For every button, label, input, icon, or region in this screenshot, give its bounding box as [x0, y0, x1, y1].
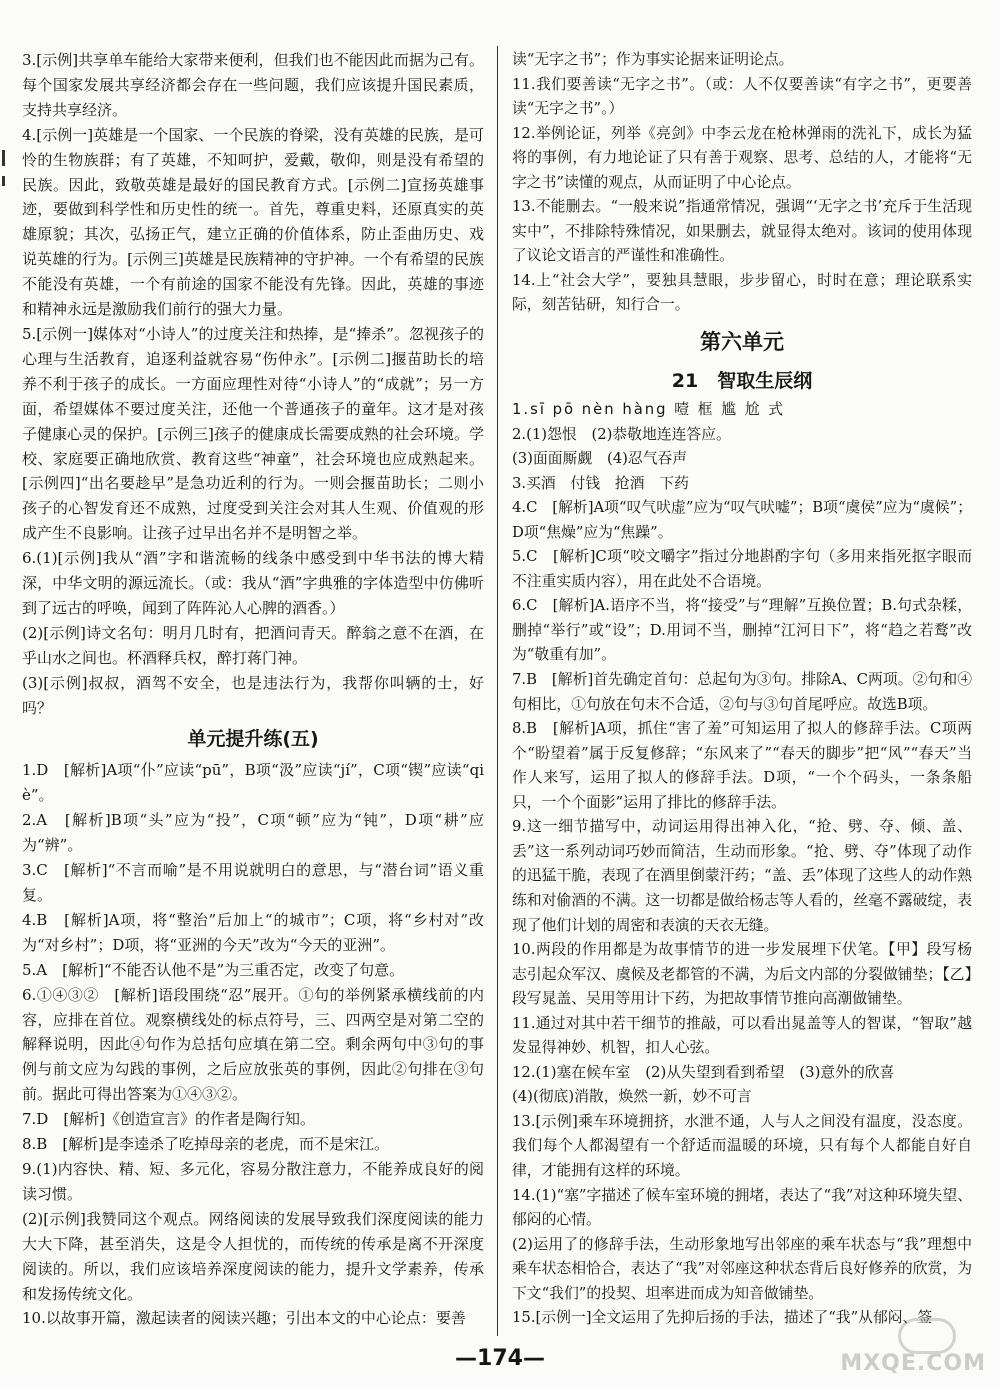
unit-title: 第六单元 — [700, 330, 784, 355]
answer-paragraph: 3.买酒 付钱 抢酒 下药 — [512, 474, 689, 492]
left-column — [22, 48, 484, 1331]
answer-paragraph: 7.B [解析]首先确定首句：总起句为③句。排除A、C两项。②句和④句相比，①句放在句末不合适，②句与③句首尾呼应。故选B项。 — [512, 671, 972, 713]
answer-paragraph: 14.(1)“塞”字描述了候车室环境的拥堵，表达了“我”对这种环境失望、郁闷的心情。 — [512, 1186, 972, 1229]
binding-mark — [2, 150, 5, 166]
answer-paragraph: (2)[示例]诗文名句：明月几时有，把酒问青天。醉翁之意不在酒，在乎山水之间也。杯酒释兵权，醉打蒋门神。 — [22, 623, 484, 667]
pinyin-answer: 1.sī pō nèn hàng 噎 框 尴 尬 式 — [512, 401, 786, 419]
answer-paragraph: 6.C [解析]A.语序不当，将“接受”与“理解”互换位置；B.句式杂糅，删掉“举行”或“设”；D.用词不当，删掉“江河日下”，将“趋之若鹜”改为“敬重有加”。 — [512, 597, 972, 664]
answer-paragraph: (3)面面厮觑 (4)忍气吞声 — [512, 450, 688, 468]
watermark-text: MXQE.COM — [840, 1351, 986, 1376]
answer-paragraph: 12.举例论证，列举《亮剑》中李云龙在枪林弹雨的洗礼下，成长为猛将的事例，有力地论证了只有善于观察、思考、总结的人，才能将“无字之书”读懂的观点，从而证明了中心论点。 — [512, 124, 972, 191]
answer-paragraph: 6.①④③② [解析]语段围绕“忍”展开。①句的举例紧承横线前的内容，应排在首位。观察横线处的标点符号，三、四两空是对第二空的解释说明，因此④句作为总括句应填在第二空。剩余两句中③句的事例与前文应为勾践的事例，之后应放张英的事例，因此②句排在③句前。据此可得出答案为①④③②。 — [22, 985, 484, 1104]
section-title: 单元提升练(五) — [187, 728, 319, 751]
answer-paragraph: 13.[示例]乘车环境拥挤，水泄不通，人与人之间没有温度，没态度。我们每个人都渴望有一个舒适而温暖的环境，只有每个人都能自好自律，才能拥有这样的环境。 — [512, 1112, 972, 1179]
answer-paragraph: 11.通过对其中若干细节的推敲，可以看出晁盖等人的智谋，“智取”越发显得神妙、机智，扣人心弦。 — [512, 1014, 972, 1057]
answer-paragraph: 9.(1)内容快、精、短、多元化，容易分散注意力，不能养成良好的阅读习惯。 — [22, 1159, 484, 1203]
answer-paragraph: 4.C [解析]A项“叹气吠虚”应为“叹气吠嘘”；B项“虞侯”应为“虞候”；D项“焦燥”应为“焦躁”。 — [512, 499, 972, 541]
answer-paragraph: 3.C [解析]“不言而喻”是不用说就明白的意思，与“潜台词”语义重复。 — [22, 861, 484, 904]
answer-paragraph: 10.两段的作用都是为故事情节的进一步发展埋下伏笔。【甲】段写杨志引起众军汉、虞候及老都管的不满，为后文内部的分裂做铺垫；【乙】段写晁盖、吴用等用计下药，为把故事情节推向高潮做铺垫。 — [512, 941, 972, 1008]
answer-paragraph: 读“无字之书”；作为事实论据来证明论点。 — [512, 51, 794, 68]
answer-paragraph: 3.[示例]共享单车能给大家带来便利，但我们也不能因此而据为己有。每个国家发展共享经济都会存在一些问题，我们应该提升国民素质，支持共享经济。 — [22, 51, 484, 119]
answer-paragraph: 6.(1)[示例]我从“酒”字和谐流畅的线条中感受到中华书法的博大精深，中华文明的源远流长。（或：我从“酒”字典雅的字体造型中仿佛听到了远古的呼唤，闻到了阵阵沁人心脾的酒香。） — [22, 549, 484, 617]
answer-paragraph: 9.这一细节描写中，动词运用得出神入化，“抢、劈、夺、倾、盖、丢”这一系列动词巧妙而简洁，生动而形象。“抢、劈、夺”体现了动作的迅猛干脆，表现了在酒里倒蒙汗药；“盖、丢”体现了这些人的动作熟练和对偷酒的不满。这一切都是做给杨志等人看的，丝毫不露破绽，表现了他们计划的周密和表演的天衣无缝。 — [512, 818, 972, 934]
answer-paragraph: 10.以故事开篇，激起读者的阅读兴趣；引出本文的中心论点：要善 — [22, 1309, 466, 1328]
answer-paragraph: 15.[示例一]全文运用了先抑后扬的手法，描述了“我”从郁闷、签 — [512, 1309, 933, 1327]
answer-paragraph: (2)[示例]我赞同这个观点。网络阅读的发展导致我们深度阅读的能力大大下降，甚至消失，这是令人担忧的，而传统的传承是离不开深度阅读的。所以，我们应该培养深度阅读的能力，提升文学素养，传承和发扬传统文化。 — [22, 1209, 484, 1303]
watermark-circle-icon — [898, 1318, 956, 1354]
answer-paragraph: 5.A [解析]“不能否认他不是”为三重否定，改变了句意。 — [22, 960, 405, 979]
answer-paragraph: 2.A [解析]B项“头”应为“投”，C项“顿”应为“钝”，D项“耕”应为“辨”。 — [22, 811, 484, 855]
answer-paragraph: 8.B [解析]是李逵杀了吃掉母亲的老虎，而不是宋江。 — [22, 1135, 390, 1154]
column-divider — [497, 46, 498, 1336]
answer-paragraph: 5.C [解析]C项“咬文嚼字”指过分地斟酌字句（多用来指死抠字眼而不注重实质内容），用在此处不合语境。 — [512, 548, 972, 590]
answer-paragraph: 2.(1)怨恨 (2)恭敬地连连答应。 — [512, 425, 731, 443]
answer-paragraph: 8.B [解析]A项，抓住“害了羞”可知运用了拟人的修辞手法。C项两个“盼望着”属于反复修辞；“东风来了”“春天的脚步”把“风”“春天”当作人来写，运用了拟人的修辞手法。D项，“一个个码头，一条条船只，一个个面影”运用了排比的修辞手法。 — [512, 720, 972, 811]
answer-paragraph: 1.D [解析]A项“仆”应读“pū”，B项“汲”应读“jí”，C项“锲”应读“qiè”。 — [22, 761, 484, 805]
answer-paragraph: 12.(1)塞在候车室 (2)从失望到看到希望 (3)意外的欣喜 — [512, 1063, 895, 1081]
answer-paragraph: 13.不能删去。“一般来说”指通常情况，强调“‘无字之书’充斥于生活现实中”，不排除特殊情况，如果删去，就显得太绝对。该词的使用体现了议论文语言的严谨性和准确性。 — [512, 198, 972, 265]
answer-paragraph: (3)[示例]叔叔，酒驾不安全，也是违法行为，我帮你叫辆的士，好吗？ — [22, 673, 484, 717]
page-number: —174— — [455, 1346, 545, 1371]
lesson-title: 21 智取生辰纲 — [671, 370, 813, 393]
watermark-logo — [840, 1318, 986, 1380]
answer-paragraph: (4)(彻底)消散，焕然一新，妙不可言 — [512, 1088, 752, 1106]
answer-paragraph: 11.我们要善读“无字之书”。（或：人不仅要善读“有字之书”，更要善读“无字之书”。） — [512, 75, 972, 118]
answer-paragraph: 4.B [解析]A项，将“整治”后加上“的城市”；C项，将“乡村对”改为“对乡村”；D项，将“亚洲的今天”改为“今天的亚洲”。 — [22, 910, 484, 954]
answer-paragraph: 14.上“社会大学”，要独具慧眼，步步留心，时时在意；理论联系实际，刻苦钻研，知行合一。 — [512, 271, 972, 314]
answer-paragraph: 4.[示例一]英雄是一个国家、一个民族的脊梁，没有英雄的民族，是可怜的生物族群；有了英雄，不知呵护，爱戴，敬仰，则是没有希望的民族。因此，致敬英雄是最好的国民教育方式。[示例二]宣扬英雄事迹，要做到科学性和历史性的统一。首先，尊重史料，还原真实的英雄原貌；其次，弘扬正气，建立正确的价值体系，防止歪曲历史、戏说英雄的行为。[示例三]英雄是民族精神的守护神。一个有希望的民族不能没有英雄，一个有前途的国家不能没有先锋。因此，英雄的事迹和精神永远是激励我们前行的强大力量。 — [22, 125, 484, 319]
right-column — [512, 48, 972, 1331]
binding-mark — [2, 176, 5, 186]
answer-paragraph: 5.[示例一]媒体对“小诗人”的过度关注和热捧，是“捧杀”。忽视孩子的心理与生活教育，追逐利益就容易“伤仲永”。[示例二]揠苗助长的培养不利于孩子的成长。一方面应理性对待“小诗人”的“成就”；另一方面，希望媒体不要过度关注，还他一个普通孩子的童年。这才是对孩子健康心灵的保护。[示例三]孩子的健康成长需要成熟的社会环境。学校、家庭要正确地欣赏、教育这些“神童”，社会环境也应成熟起来。[示例四]“出名要趁早”是急功近利的行为。一则会揠苗助长；二则小孩子的心智发育还不成熟，过度受到关注会对其人生观、价值观的形成产生不良影响。让孩子过早出名并不是明智之举。 — [22, 324, 484, 543]
answer-paragraph: 7.D [解析]《创造宣言》的作者是陶行知。 — [22, 1110, 316, 1129]
answer-paragraph: (2)运用了的修辞手法，生动形象地写出邻座的乘车状态与“我”理想中乘车状态相恰合，表达了“我”对邻座这种状态背后良好修养的欣赏，为下文“我们”的投契、坦率进而成为知音做铺垫。 — [512, 1235, 972, 1302]
